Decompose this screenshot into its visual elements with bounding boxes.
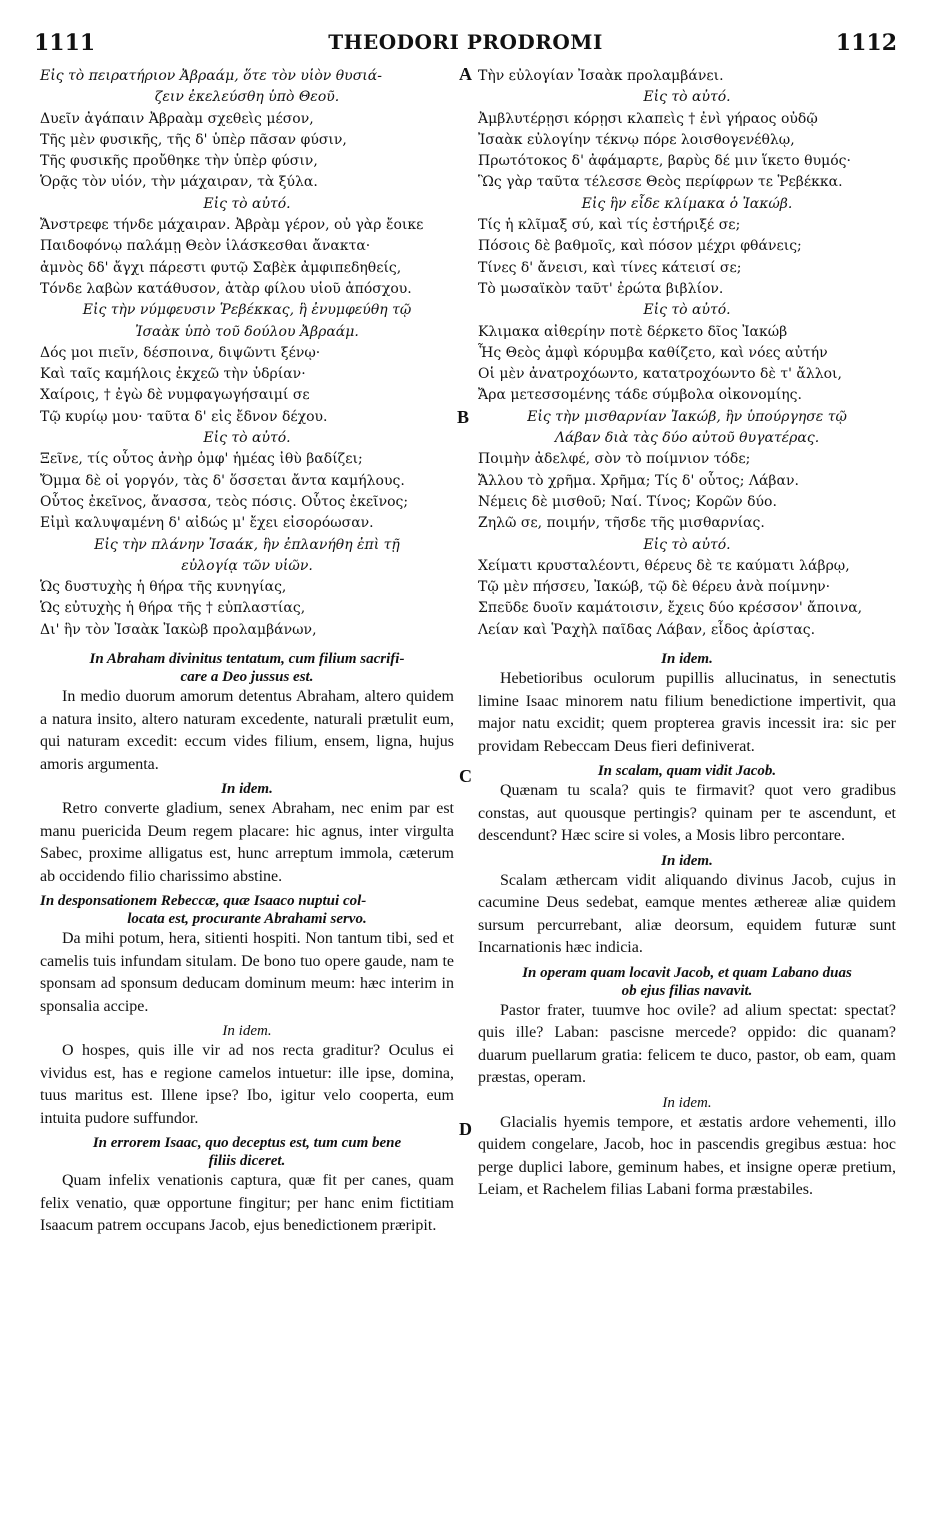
verse-line: Χαίροις, † ἐγὼ δὲ νυμφαγωγήσαιμί σε [40,387,310,404]
left-column [40,66,454,1242]
verse-line: Τῷ κυρίῳ μου· ταῦτα δ' εἰς ἔδνον δέχου. [40,408,328,425]
verse-line: Ὁρᾷς τὸν υἱόν, τὴν μάχαιραν, τὰ ξύλα. [40,174,318,191]
verse-line: Τίνες δ' ἄνεισι, καὶ τίνες κάτεισί σε; [478,259,742,276]
latin-title: In idem. [661,651,713,668]
latin-paragraph: Pastor frater, tuumve hoc ovile? ad alium spectat: spectat? quis ille? Laban: pascisne mercede? oppido: dic quanam? duarum puellarum gratia: felicem te duco, pastor, ob eam, quam præstas, operam. [478,1001,896,1087]
latin-title: In idem. [661,852,713,869]
latin-paragraph: Quænam tu scala? quis te firmavit? quot vero gradibus constas, aut quousque pertingis? quinam per te ascendunt, et descendunt? Hæc scire si voles, a Mosis libro percontare. [478,782,896,845]
greek-text-left [40,66,454,641]
greek-title: Εἰς τὴν πλάνην Ἰσαάκ, ἣν ἐπλανήθη ἐπὶ τῇ [94,536,400,553]
verse-line: ἀμνὸς δδ' ἄγχι πάρεστι φυτῷ Σαβὲκ ἀμφιπεδηθείς, [40,259,402,276]
latin-text-left [40,650,454,1242]
verse-line: Ἄλλου τὸ χρῆμα. Χρῆμα; Τίς δ' οὗτος; Λάβαν. [478,472,799,489]
verse-line: Καὶ ταῖς καμήλοις ἐκχεῶ τὴν ὑδρίαν· [40,366,306,383]
verse-line: Ξεῖνε, τίς οὗτος ἀνὴρ ὁμφ' ἡμέας ἰθὺ βαδίζει; [40,451,363,468]
page-number-left: 1111 [34,30,96,56]
latin-title: In idem. [662,1094,712,1111]
verse-line: Τῆς μὲν φυσικῆς, τῆς δ' ὑπὲρ πᾶσαν φύσιν, [40,131,347,148]
greek-title: Εἰς τὸ αὐτό. [643,536,731,553]
margin-marker-d: D [459,1119,472,1139]
verse-line: Χείματι κρυσταλέοντι, θέρευς δὲ τε καύματι λάβρῳ, [478,557,850,574]
verse-line: Τῆς φυσικῆς προὔθηκε τὴν ὑπὲρ φύσιν, [40,153,318,170]
greek-title: Εἰς τὴν μισθαρνίαν Ἰακώβ, ἣν ὑπούργησε τῷ [527,408,847,425]
verse-line: Οὗτος ἐκεῖνος, ἄνασσα, τεὸς πόσις. Οὗτος ἐκεῖνος; [40,493,409,510]
verse-line: Εἰμὶ καλυψαμένη δ' αἰδώς μ' ἔχει εἰσορόωσαν. [40,515,374,532]
greek-title: Ἰσαὰκ ὑπὸ τοῦ δούλου Ἀβραάμ. [135,323,359,340]
latin-paragraph: Hebetioribus oculorum pupillis allucinatus, in senectutis limine Isaac minorem natu filium benedictione impertivit, qua major natu excidit; quem propterea gravis incessit ira: sic per providam Rebeccam Deus fieri definiverat. [478,670,896,755]
margin-marker-b: B [457,407,470,427]
greek-title: εὐλογίᾳ τῶν υἱῶν. [181,557,313,574]
verse-line: Ποιμὴν ἀδελφέ, σὸν τὸ ποίμνιον τόδε; [478,451,751,468]
verse-line: Λείαν καὶ Ῥαχὴλ παῖδας Λάβαν, εἶδος ἀρίστας. [478,621,816,638]
verse-line: Ἰσαὰκ εὐλογίην τέκνῳ πόρε λοισθογενέθλῳ, [478,131,795,148]
greek-title: ζειν ἐκελεύσθη ὑπὸ Θεοῦ. [154,89,340,106]
greek-title: Εἰς τὸ αὐτό. [643,302,731,319]
verse-line: Δυεῖν ἀγάπαιν Ἀβραὰμ σχεθεὶς μέσον, [40,110,314,127]
latin-title: filiis diceret. [208,1153,286,1170]
verse-line: Ὄμμα δὲ οἱ γοργόν, τὰς δ' ὅσσεται ἄντα καμήλους. [40,472,405,489]
verse-line: Δι' ἣν τὸν Ἰσαὰκ Ἰακὼβ προλαμβάνων, [40,621,317,638]
verse-line: Τὸ μωσαϊκὸν ταῦτ' ἐρώτα βιβλίον. [478,280,724,297]
greek-title: Εἰς ἣν εἶδε κλίμακα ὁ Ἰακώβ. [581,195,793,212]
verse-line: Τίς ἡ κλῖμαξ σύ, καὶ τίς ἐστήριξέ σε; [478,217,741,234]
greek-text-right [478,66,896,641]
verse-line: Ἀμβλυτέρῃσι κόρῃσι κλαπεὶς † ἐνὶ γήραος οὐδῷ [478,110,818,127]
latin-title: In idem. [222,1023,272,1040]
verse-line: Οἱ μὲν ἀνατροχόωντο, κατατροχόωντο δὲ τ' ἄλλοι, [478,366,842,383]
latin-paragraph: Quam infelix venationis captura, quæ fit per canes, quam felix venatio, quæ opportune fingitur; per hanc enim fictitiam Isaacum patrem occupans Jacob, ejus benedictionem præripit. [40,1172,454,1235]
verse-line: Ὣς γὰρ ταῦτα τέλεσσε Θεὸς περίφρων τε Ῥεβέκκα. [478,174,843,191]
latin-paragraph: Retro converte gladium, senex Abraham, nec enim par est manu puericida Deum regem placare: hic agnus, inter virgulta Sabec, proxime alligatus est, hunc arreptum immola, cæterum ab occidendo filio charissimo abstine. [40,800,454,885]
verse-line: Δός μοι πιεῖν, δέσποινα, διψῶντι ξένῳ· [40,344,321,361]
verse-line: Ἄνστρεφε τήνδε μάχαιραν. Ἀβρὰμ γέρον, οὐ γὰρ ἔοικε [40,217,424,234]
verse-line: Τῷ μὲν πήσσευ, Ἰακώβ, τῷ δὲ θέρευ ἀνὰ ποίμνην· [478,579,831,596]
latin-paragraph: O hospes, quis ille vir ad nos recta graditur? Oculus ei vividus est, has e regione camelos intuetur: ille ipse, domina, tuus maritus est. Illene ipse? Ibo, igitur velo cooperta, eum intuita pudore suffundor. [40,1042,454,1127]
latin-title: In errorem Isaac, quo deceptus est, tum cum bene [92,1135,402,1152]
latin-title: care a Deo jussus est. [180,669,314,686]
verse-line: Ὡς εὐτυχὴς ἡ θήρα τῆς † εὐπλαστίας, [40,600,306,617]
verse-line: Σπεῦδε δυοῖν καμάτοισιν, ἔχεις δύο κρέσσον' ἄποινα, [478,600,863,617]
verse-line: Τόνδε λαβὼν κατάθυσον, ἀτὰρ φίλου υἱοῦ ἀπόσχου. [40,280,412,297]
page-number-right: 1112 [835,30,897,56]
verse-line: Νέμεις δὲ μισθοῦ; Ναί. Τίνος; Κορῶν δύο. [478,493,777,510]
right-column [478,66,896,1206]
verse-line: Ἧς Θεὸς ἀμφὶ κόρυμβα καθίζετο, καὶ νόες αὐτήν [478,344,828,361]
latin-title: locata est, procurante Abrahami servo. [127,911,367,928]
page-header [34,30,897,60]
verse-line: Τὴν εὐλογίαν Ἰσαὰκ προλαμβάνει. [478,68,724,84]
latin-title: In operam quam locavit Jacob, et quam Labano duas [522,964,852,981]
margin-marker-c: C [459,766,472,786]
latin-title: In idem. [221,781,273,798]
verse-line: Ἄρα μετεσσομένης τάδε σύμβολα οἰκονομίης. [478,387,802,404]
latin-text-right [478,650,896,1206]
latin-paragraph: Scalam æthercam vidit aliquando divinus Jacob, cujus in cacumine Deus sedebat, eamque mentes æthereæ aliæ quidem sursum percurrebant, aliæ deorsum, equidem futuræ sunt Incarnationis hæc indicia. [478,871,896,957]
latin-paragraph: Da mihi potum, hera, sitienti hospiti. Non tantum tibi, sed et camelis tuis infundam situlam. De bono tuo opere gaude, nam te sponsam ad sponsum deducam dominum meum: hæc interim in sponsalia accipe. [40,930,454,1015]
latin-title: In Abraham divinitus tentatum, cum filium sacrifi- [89,651,405,668]
verse-line: Κλιμακα αἰθερίην ποτὲ δέρκετο δῖος Ἰακώβ [478,323,788,340]
verse-line: Πόσοις δὲ βαθμοῖς, καὶ πόσον μέχρι φθάνεις; [478,238,802,255]
greek-title: Εἰς τὴν νύμφευσιν Ῥεβέκκας, ἣ ἐνυμφεύθη τῷ [82,302,412,319]
margin-marker-a: A [459,64,472,84]
latin-title: ob ejus filias navavit. [621,982,753,999]
latin-paragraph: In medio duorum amorum detentus Abraham, altero quidem a natura insito, altero naturam excedente, naturali prætulit eum, qui naturam excedit: eccum vides filium, ensem, ligna, hujus amoris argumenta. [40,688,454,773]
latin-paragraph: Glacialis hyemis tempore, et æstatis ardore vehementi, illo quidem congelare, Jacob, hoc in pascendis gregibus æstua: hoc perge duplici labore, geminum habes, et insigne operæ pretium, Leiam, et Rachelem filias Labani forma præstabiles. [478,1113,896,1199]
greek-title: Εἰς τὸ αὐτό. [203,195,291,212]
greek-title: Λάβαν διὰ τὰς δύο αὐτοῦ θυγατέρας. [554,430,820,447]
latin-title: In scalam, quam vidit Jacob. [597,763,777,780]
verse-line: Ὡς δυστυχὴς ἡ θήρα τῆς κυνηγίας, [40,579,287,596]
verse-line: Πρωτότοκος δ' ἀφάμαρτε, βαρὺς δέ μιν ἵκετο θυμός· [478,153,851,170]
running-title: THEODORI PRODROMI [328,30,603,54]
verse-line: Ζηλῶ σε, ποιμήν, τῆσδε τῆς μισθαρνίας. [478,515,765,532]
greek-title: Εἰς τὸ πειρατήριον Ἀβραάμ, ὅτε τὸν υἱὸν θυσιά- [40,68,382,84]
verse-line: Παιδοφόνῳ παλάμῃ Θεὸν ἱλάσκεσθαι ἄνακτα· [40,238,371,255]
latin-title: In desponsationem Rebeccæ, quæ Isaaco nuptui col- [40,893,367,910]
greek-title: Εἰς τὸ αὐτό. [643,89,731,106]
greek-title: Εἰς τὸ αὐτό. [203,430,291,447]
